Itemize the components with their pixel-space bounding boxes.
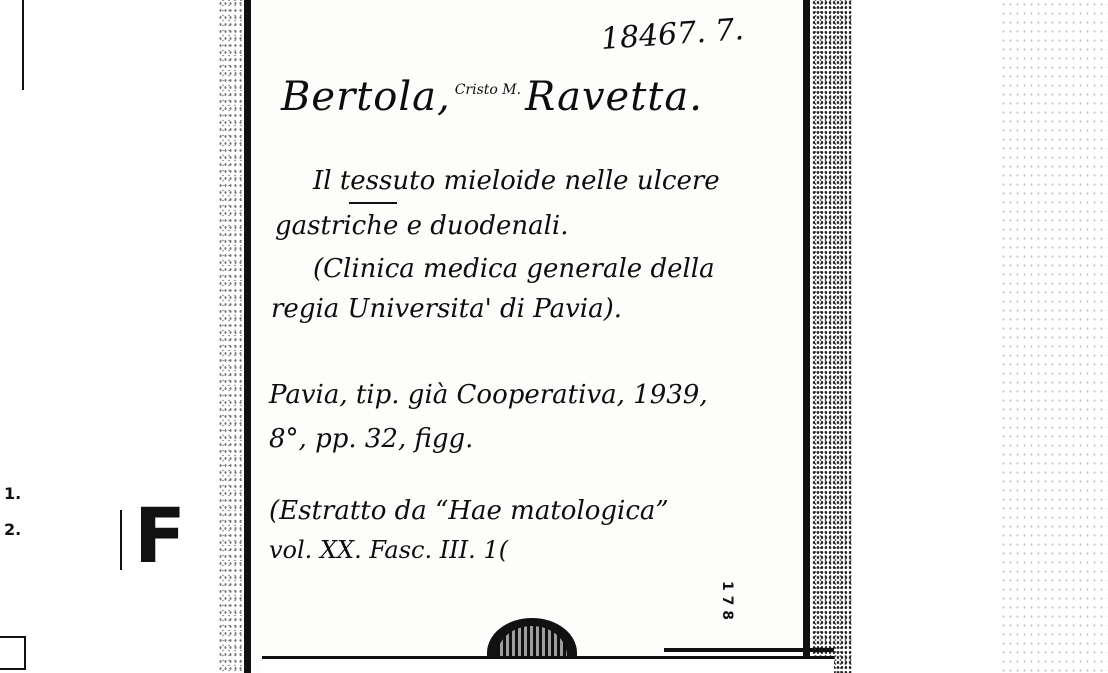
coauthor-name: Ravetta. (525, 74, 703, 120)
catalog-card (244, 0, 810, 673)
left-edge-frame-mark (0, 0, 24, 90)
extract-line-1: (Estratto da “Hae matologica” (269, 496, 669, 526)
title-line-1: Il tessuto mieloide nelle ulcere (313, 166, 720, 196)
scan-noise-far-right (1000, 0, 1108, 673)
title-line-2: gastriche e duodenali. (275, 211, 569, 241)
left-margin-mark-1: 1. (4, 484, 22, 503)
title-underline (349, 202, 397, 204)
card-bottom-edge (262, 656, 834, 673)
margin-tick-line (120, 510, 122, 570)
left-margin-mark-2: 2. (4, 520, 22, 539)
extract-line-2: vol. XX. Fasc. III. 1( (269, 536, 509, 564)
title-line-3: (Clinica medica generale della (313, 254, 715, 284)
scan-noise-left (218, 0, 246, 673)
left-edge-box-mark (0, 636, 26, 670)
author-given-name: Cristo M. (454, 82, 522, 98)
bottom-rule-mark (664, 648, 834, 652)
scan-noise-right (812, 0, 852, 673)
side-mark: 1 7 8 (719, 581, 735, 620)
imprint-line-1: Pavia, tip. già Cooperativa, 1939, (269, 380, 708, 410)
author-name: Bertola, (281, 74, 451, 120)
catalog-number: 18467. 7. (599, 12, 746, 57)
imprint-line-2: 8°, pp. 32, figg. (269, 424, 474, 454)
author-line (281, 74, 703, 120)
title-line-4: regia Universita' di Pavia). (271, 294, 622, 324)
drawer-letter: F (134, 491, 186, 580)
